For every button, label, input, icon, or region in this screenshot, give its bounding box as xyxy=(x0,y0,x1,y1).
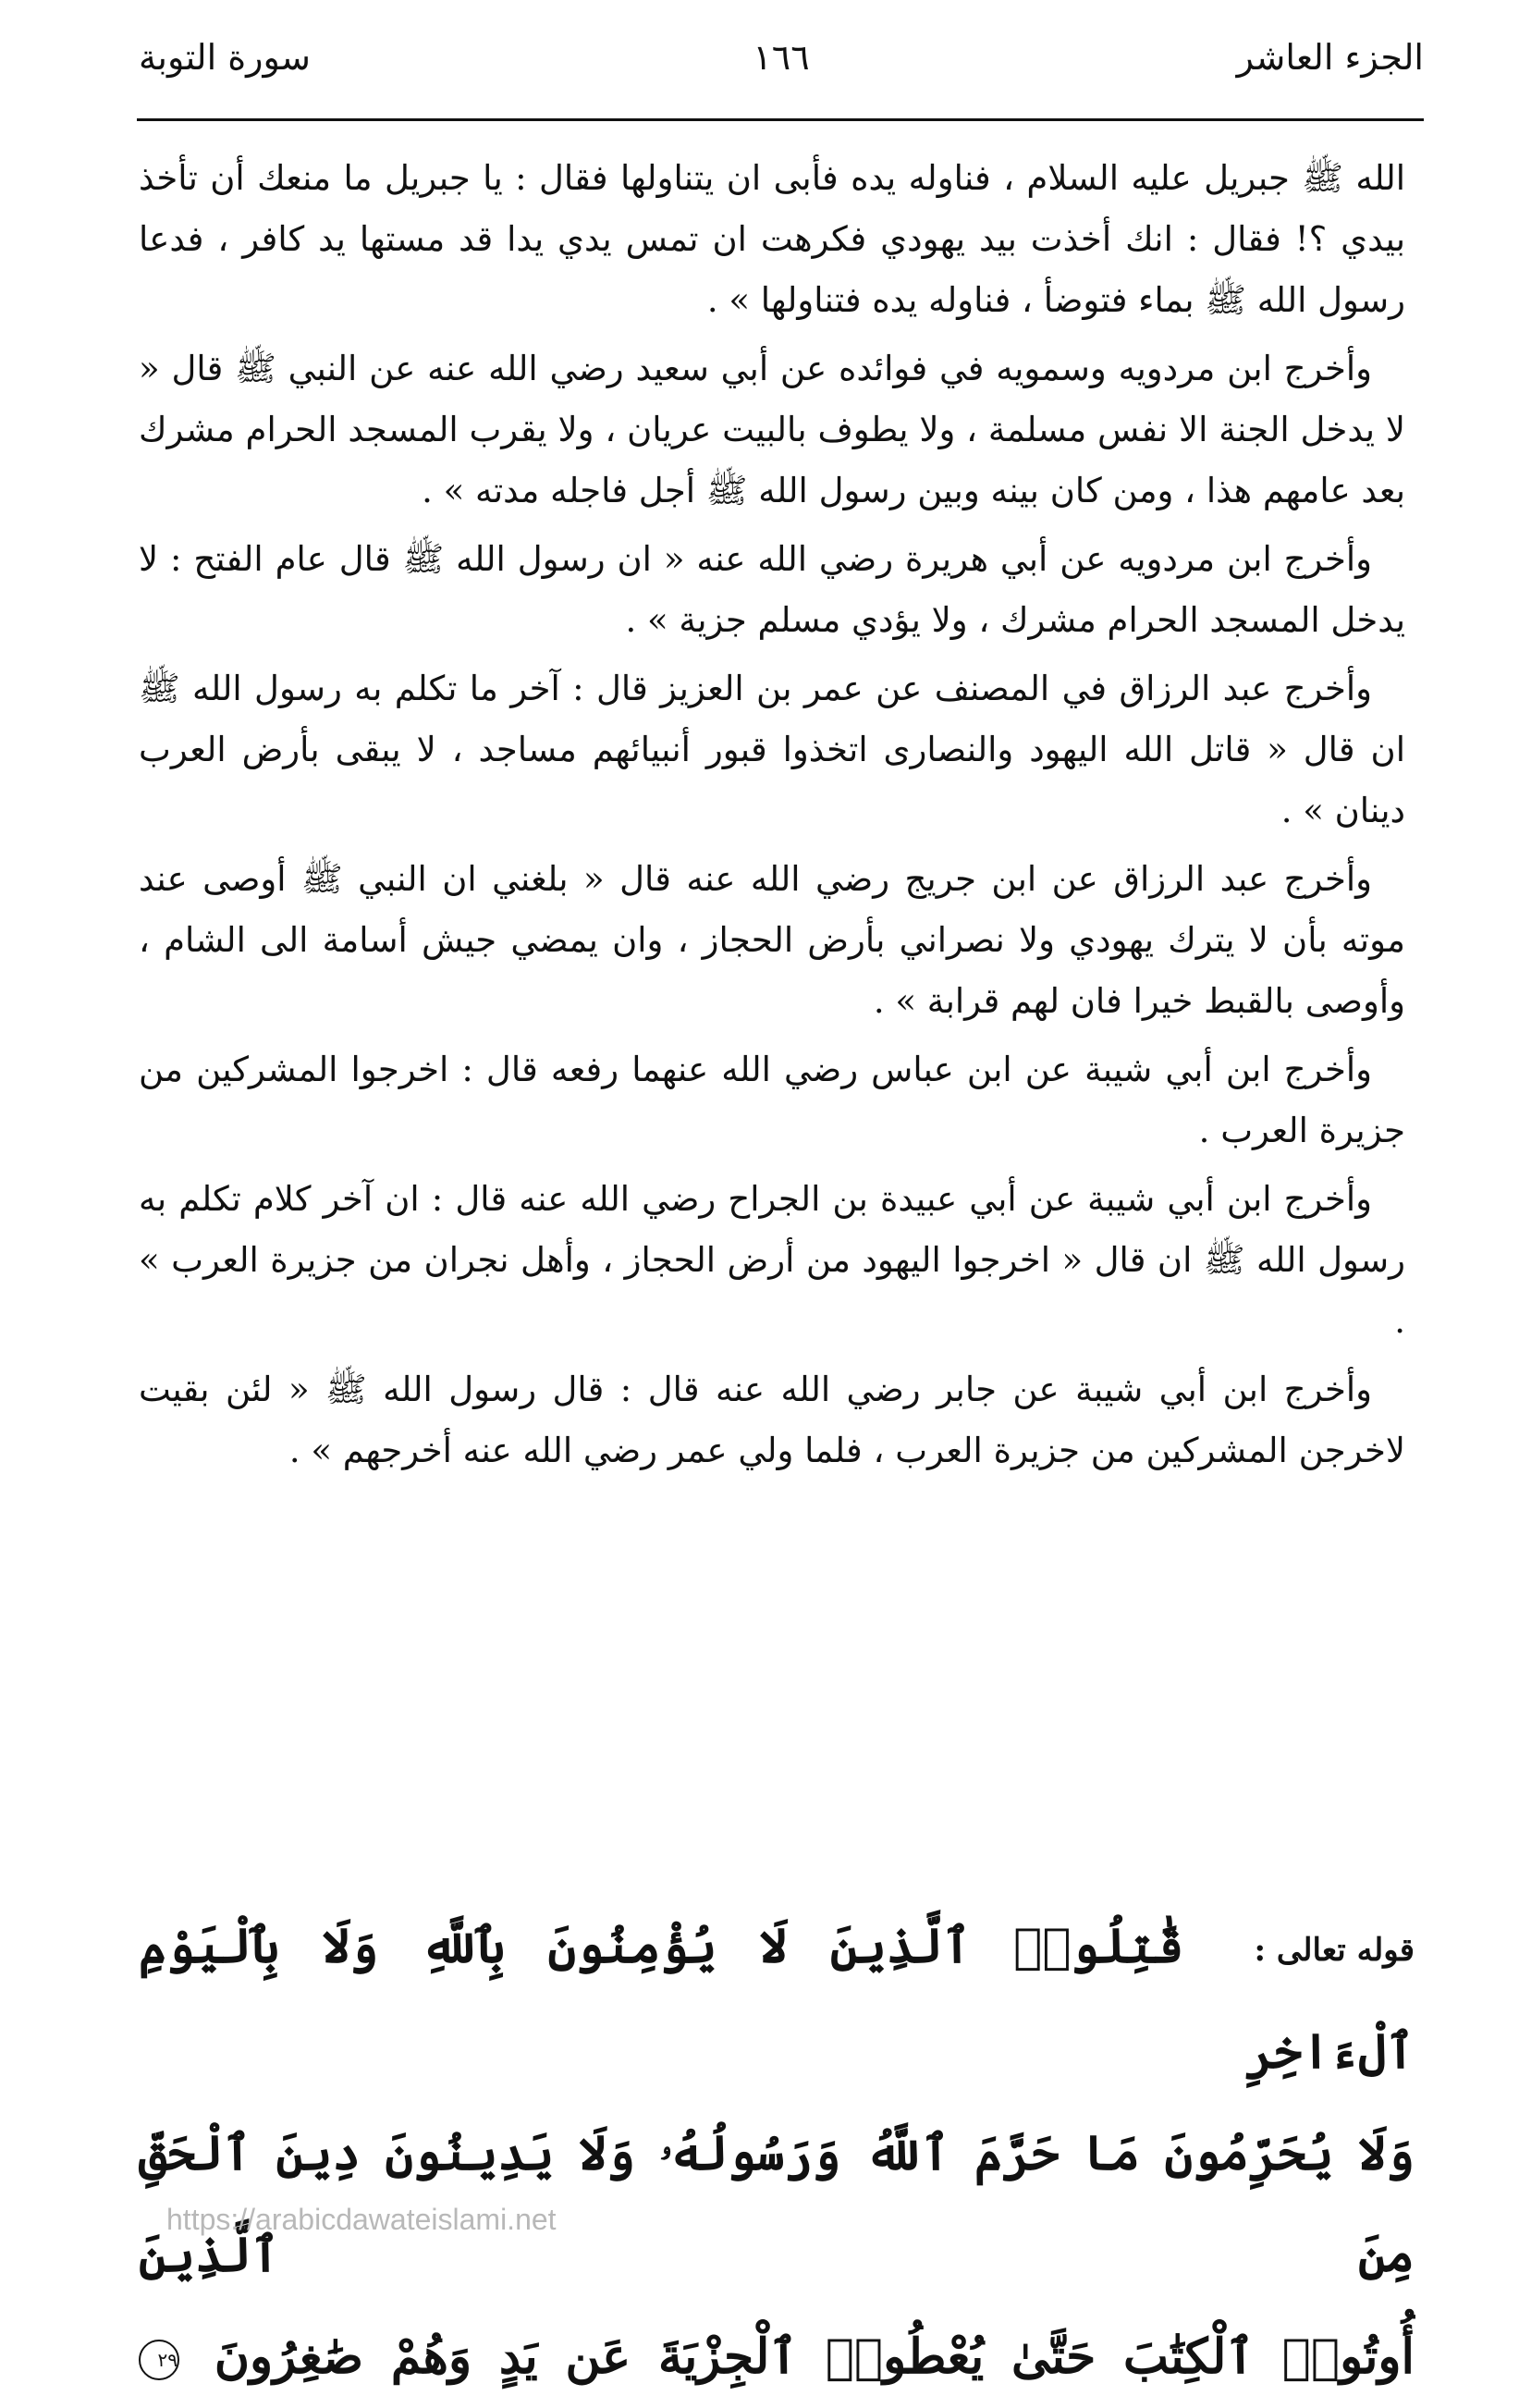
paragraph: وأخرج عبد الرزاق في المصنف عن عمر بن العزيز قال : آخر ما تكلم به رسول الله ﷺ ان قال « قاتل الله اليهود والنصارى اتخذوا قبور أنبيائهم مساجد ، لا يبقى بأرض العرب دينان » . xyxy=(139,669,1405,830)
quran-line-1 xyxy=(139,1896,1415,2103)
paragraph: وأخرج عبد الرزاق عن ابن جريج رضي الله عنه قال « بلغني ان النبي ﷺ أوصى عند موته بأن لا يترك يهودي ولا نصراني بأرض الحجاز ، وان يمضي جيش أسامة الى الشام ، وأوصى بالقبط خيرا فان لهم قرابة » . xyxy=(139,859,1405,1021)
quran-line-3 xyxy=(139,2306,1415,2408)
paragraph: وأخرج ابن مردويه عن أبي هريرة رضي الله عنه « ان رسول الله ﷺ قال عام الفتح : لا يدخل المسجد الحرام مشرك ، ولا يؤدي مسلم جزية » . xyxy=(139,539,1405,640)
page-number: ١٦٦ xyxy=(753,37,810,78)
header-divider xyxy=(137,118,1424,121)
page-header xyxy=(139,37,1424,102)
quran-line-2: وَلَا يُحَرِّمُونَ مَا حَرَّمَ ٱللَّهُ وَرَسُولُهُۥ وَلَا يَدِينُونَ دِينَ ٱلْحَقِّ مِنَ ٱلَّذِينَ xyxy=(139,2124,1415,2283)
paragraph: وأخرج ابن مردويه وسمويه في فوائده عن أبي سعيد رضي الله عنه عن النبي ﷺ قال « لا يدخل الجنة الا نفس مسلمة ، ولا يطوف بالبيت عريان ، ولا يقرب المسجد الحرام مشرك بعد عامهم هذا ، ومن كان بينه وبين رسول الله ﷺ أجل فاجله مدته » . xyxy=(139,349,1405,510)
quran-text-1: قَٰتِلُوا۟ ٱلَّذِينَ لَا يُؤْمِنُونَ بِٱللَّهِ وَلَا بِٱلْيَوْمِ ٱلْءَاخِرِ xyxy=(139,1918,1415,2080)
paragraph: وأخرج ابن أبي شيبة عن جابر رضي الله عنه قال : قال رسول الله ﷺ « لئن بقيت لاخرجن المشركين من جزيرة العرب ، فلما ولي عمر رضي الله عنه أخرجهم » . xyxy=(139,1370,1405,1470)
ayah-number-marker: ٢٩ xyxy=(139,2340,179,2380)
quran-verse xyxy=(139,1896,1415,2408)
surah-title: سورة التوبة xyxy=(139,37,311,78)
quran-intro: قوله تعالى : xyxy=(1254,1931,1415,1969)
paragraph: الله ﷺ جبريل عليه السلام ، فناوله يده فأبى ان يتناولها فقال : يا جبريل ما منعك أن تأخذ بيدي ؟! فقال : انك أخذت بيد يهودي فكرهت ان تمس يدي يدا قد مستها يد كافر ، فدعا رسول الله ﷺ بماء فتوضأ ، فناوله يده فتناولها » . xyxy=(139,158,1405,320)
paragraph: وأخرج ابن أبي شيبة عن أبي عبيدة بن الجراح رضي الله عنه قال : ان آخر كلام تكلم به رسول الله ﷺ ان قال « اخرجوا اليهود من أرض الحجاز ، وأهل نجران من جزيرة العرب » . xyxy=(139,1179,1405,1341)
page-body xyxy=(139,148,1405,1489)
paragraph: وأخرج ابن أبي شيبة عن ابن عباس رضي الله عنهما رفعه قال : اخرجوا المشركين من جزيرة العرب . xyxy=(139,1050,1405,1150)
juz-title: الجزء العاشر xyxy=(1236,37,1424,78)
watermark-url: https://arabicdawateislami.net xyxy=(166,2203,557,2236)
quran-text-3: أُوتُوا۟ ٱلْكِتَٰبَ حَتَّىٰ يُعْطُوا۟ ٱلْجِزْيَةَ عَن يَدٍ وَهُمْ صَٰغِرُونَ xyxy=(214,2328,1415,2385)
